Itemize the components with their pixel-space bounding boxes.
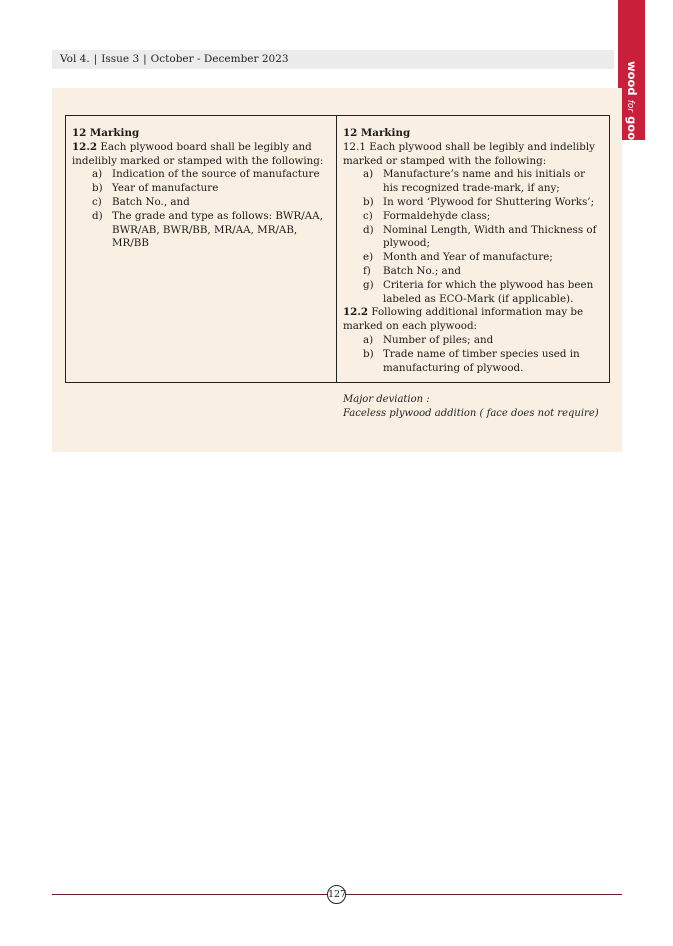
item-text: Manufacture’s name and his initials or his recognized trade-mark, if any; — [383, 168, 586, 195]
comparison-table — [65, 115, 610, 383]
right-clause-2 — [343, 306, 603, 334]
header-separator: | — [93, 53, 98, 65]
deviation-note — [343, 393, 599, 421]
item-text: Year of manufacture — [112, 182, 219, 195]
item-text: Trade name of timber species used in manufacturing of plywood. — [383, 347, 580, 374]
left-clause-number: 12.2 — [72, 140, 98, 153]
list-item — [343, 279, 603, 307]
right-item-list-2 — [343, 334, 603, 375]
right-clause-text: 12.1 Each plywood shall be legibly and indelibly marked or stamped with the following: — [343, 140, 595, 167]
list-item — [72, 182, 330, 196]
item-text: Month and Year of manufacture; — [383, 251, 553, 264]
list-item — [343, 196, 603, 210]
brand-logo-text — [624, 61, 639, 149]
item-label: b) — [363, 347, 374, 360]
item-label: c) — [363, 209, 373, 222]
item-text: Batch No.; and — [383, 264, 461, 277]
page-number: 127 — [327, 885, 346, 904]
header-separator: | — [143, 53, 147, 65]
left-clause-text: Each plywood board shall be legibly and indelibly marked or stamped with the following: — [72, 140, 324, 167]
list-item — [343, 334, 603, 348]
right-clause-2-number: 12.2 — [343, 306, 369, 319]
right-clause-2-text: Following additional information may be marked on each plywood: — [343, 306, 584, 333]
right-column — [337, 116, 609, 382]
item-label: c) — [92, 195, 102, 208]
issue-label: Issue 3 — [101, 53, 140, 65]
list-item — [343, 224, 603, 252]
left-clause — [72, 141, 330, 169]
item-text: Formaldehyde class; — [383, 209, 491, 222]
list-item — [343, 265, 603, 279]
item-label: b) — [363, 195, 374, 208]
item-label: a) — [363, 168, 374, 181]
left-heading: 12 Marking — [72, 127, 140, 139]
right-item-list — [343, 168, 603, 306]
list-item — [343, 251, 603, 265]
left-item-list — [72, 168, 330, 251]
item-text: Indication of the source of manufacture — [112, 168, 320, 181]
left-column — [66, 116, 337, 382]
item-text: Nominal Length, Width and Thickness of plywood; — [383, 223, 597, 250]
brand-word-wood: wood — [624, 61, 639, 96]
item-label: f) — [363, 264, 371, 277]
brand-word-good: good — [624, 116, 639, 149]
period-label: October - December 2023 — [150, 53, 289, 65]
item-label: e) — [363, 251, 374, 264]
list-item — [72, 210, 330, 251]
item-label: b) — [92, 182, 103, 195]
item-label: a) — [363, 333, 374, 346]
item-label: a) — [92, 168, 103, 181]
item-label: g) — [363, 278, 374, 291]
list-item — [72, 196, 330, 210]
list-item — [343, 348, 603, 376]
deviation-title: Major deviation : — [343, 394, 430, 405]
brand-word-for: for — [624, 99, 635, 113]
brand-side-tab — [618, 0, 645, 149]
item-text: Batch No., and — [112, 195, 190, 208]
item-text: Criteria for which the plywood has been labeled as ECO-Mark (if applicable). — [383, 278, 594, 305]
list-item — [72, 168, 330, 182]
volume-label: Vol 4. — [60, 53, 90, 65]
right-heading: 12 Marking — [343, 127, 411, 139]
item-text: Number of piles; and — [383, 333, 494, 346]
issue-header — [52, 50, 614, 69]
list-item — [343, 210, 603, 224]
item-text: The grade and type as follows: BWR/AA, BWR/AB, BWR/BB, MR/AA, MR/AB, MR/BB — [112, 209, 323, 250]
item-text: In word ‘Plywood for Shuttering Works’; — [383, 195, 595, 208]
item-label: d) — [92, 209, 103, 222]
deviation-text: Faceless plywood addition ( face does not require) — [343, 408, 599, 419]
list-item — [343, 168, 603, 196]
item-label: d) — [363, 223, 374, 236]
